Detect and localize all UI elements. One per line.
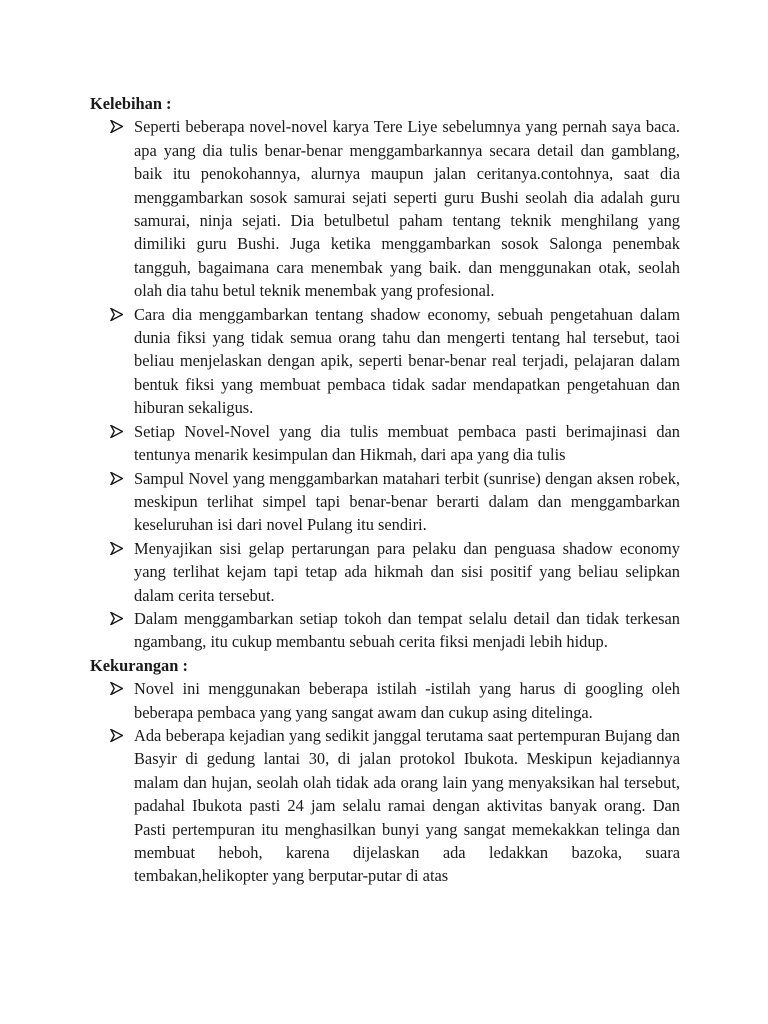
arrowhead-bullet-icon [110, 115, 126, 138]
list-item-text: Novel ini menggunakan beberapa istilah -istilah yang harus di googling oleh beberapa pembaca yang yang sangat awam dan cukup asing ditelinga. [134, 679, 680, 722]
list-item [134, 677, 680, 724]
list-item-text: Ada beberapa kejadian yang sedikit janggal terutama saat pertempuran Bujang dan Basyir di gedung lantai 30, di jalan protokol Ibukota. Meskipun kejadiannya malam dan hujan, seolah olah tidak ada orang lain yang menyaksikan hal tersebut, padahal Ibukota pasti 24 jam selalu ramai dengan aktivitas banyak orang. Dan Pasti pertempuran itu menghasilkan bunyi yang sangat memekakkan telinga dan membuat heboh, karena dijelaskan ada ledakkan bazoka, suara tembakan,helikopter yang berputar-putar di atas [134, 725, 680, 886]
list-item-text: Setiap Novel-Novel yang dia tulis membuat pembaca pasti berimajinasi dan tentunya menarik kesimpulan dan Hikmah, dari apa yang dia tulis [134, 421, 680, 465]
arrowhead-bullet-icon [110, 677, 126, 700]
arrowhead-bullet-icon [110, 467, 126, 490]
arrowhead-bullet-icon [110, 607, 126, 630]
list-item [134, 115, 680, 302]
kekurangan-list [88, 677, 680, 888]
list-item [134, 607, 680, 654]
section-heading-kelebihan: Kelebihan : [90, 94, 172, 113]
list-item-text: Menyajikan sisi gelap pertarungan para pelaku dan penguasa shadow economy yang terlihat kejam tapi tetap ada hikmah dan sisi positif yang beliau selipkan dalam cerita tersebut. [134, 538, 680, 605]
list-item [134, 467, 680, 537]
arrowhead-bullet-icon [110, 537, 126, 560]
arrowhead-bullet-icon [110, 724, 126, 747]
list-item [134, 724, 680, 888]
list-item [134, 303, 680, 420]
list-item-text: Cara dia menggambarkan tentang shadow economy, sebuah pengetahuan dalam dunia fiksi yang tidak semua orang tahu dan mengerti tentang hal tersebut, taoi beliau menjelaskan dengan apik, seperti benar-benar real terjadi, pelajaran dalam bentuk fiksi yang membuat pembaca tidak sadar mendapatkan pengetahuan dan hiburan sekaligus. [134, 304, 680, 418]
list-item [134, 420, 680, 467]
list-item-text: Seperti beberapa novel-novel karya Tere Liye sebelumnya yang pernah saya baca. apa yang dia tulis benar-benar menggambarkannya secara detail dan gamblang, baik itu penokohannya, alurnya maupun jalan ceritanya.contohnya, saat dia menggambarkan sosok samurai sejati seperti guru Bushi seolah dia adalah guru samurai, ninja sejati. Dia betulbetul paham tentang teknik menghilang yang dimiliki guru Bushi. Juga ketika menggambarkan sosok Salonga penembak tangguh, bagaimana cara menembak yang baik. dan menggunakan otak, seolah olah dia tahu betul teknik menembak yang profesional. [134, 117, 680, 301]
list-item-text: Sampul Novel yang menggambarkan matahari terbit (sunrise) dengan aksen robek, meskipun terlihat simpel tapi benar-benar berarti dalam dan menggambarkan keseluruhan isi dari novel Pulang itu sendiri. [134, 468, 680, 535]
arrowhead-bullet-icon [110, 420, 126, 443]
section-heading-kekurangan: Kekurangan : [90, 655, 188, 675]
list-item-text: Dalam menggambarkan setiap tokoh dan tempat selalu detail dan tidak terkesan ngambang, itu cukup membantu sebuah cerita fiksi menjadi lebih hidup. [134, 608, 680, 652]
arrowhead-bullet-icon [110, 303, 126, 326]
kelebihan-list [88, 115, 680, 653]
list-item [134, 537, 680, 607]
